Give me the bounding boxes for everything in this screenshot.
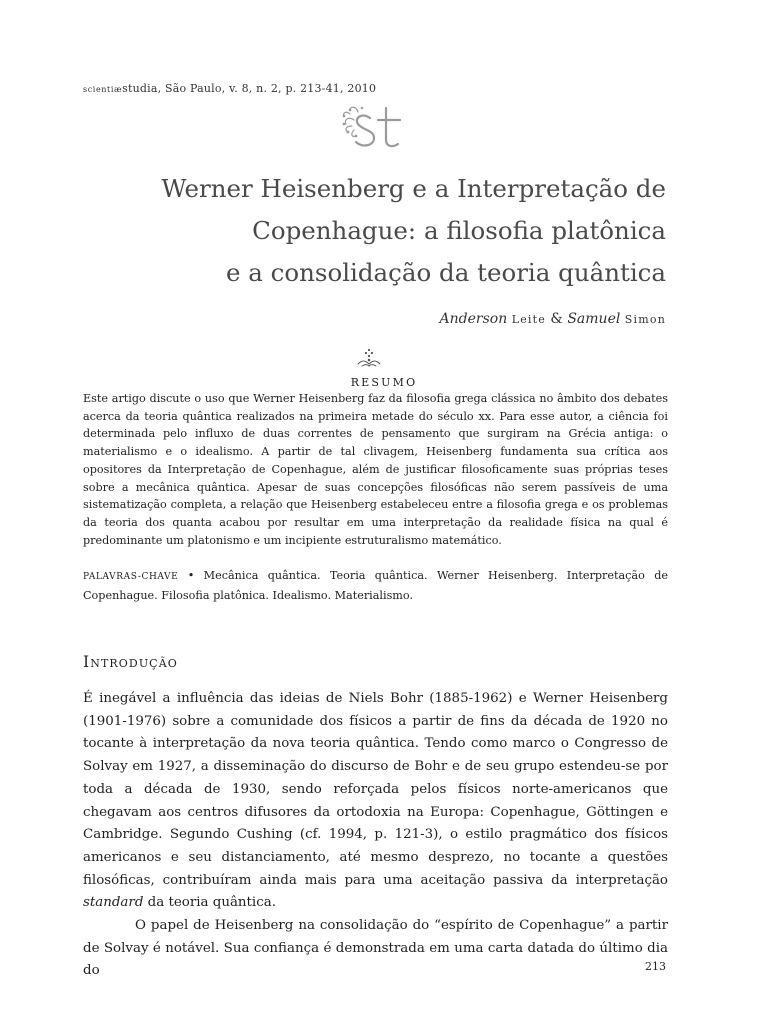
page-number: 213 [645,960,666,973]
paragraph [83,688,668,915]
keywords-text: Mecânica quântica. Teoria quântica. Werner Heisenberg. Interpretação de Copenhague. Filosofia platônica. Idealismo. Materialismo. [83,569,668,602]
author-2-last-name: Simon [624,313,666,326]
article-title [106,168,666,294]
authors [440,311,666,327]
journal-citation-text: studia, São Paulo, v. 8, n. 2, p. 213-41, 2010 [122,82,377,95]
keywords-bullet: • [187,569,195,582]
body-text [83,688,668,983]
scientiae-studia-logo [340,100,410,156]
author-separator: & [550,311,563,327]
abstract-text: Este artigo discute o uso que Werner Heisenberg faz da filosofia grega clássica no âmbito dos debates acerca da teoria quântica realizados na primeira metade do século xx. Para esse autor, a ciência foi determinada pelo influxo de duas correntes de pensamento que surgiram na Grécia antiga: o materialismo e o idealismo. A partir de tal clivagem, Heisenberg fundamenta sua crítica aos opositores da Interpretação de Copenhague, além de justificar filosoficamente suas próprias teses sobre a mecânica quântica. Apesar de suas concepções filosóficas não serem passíveis de uma sistematização completa, a relação que Heisenberg estabeleceu entre a filosofia grega e os problemas da teoria dos quanta acabou por resultar em uma interpretação da realidade física na qual é predominante um platonismo e um incipiente estruturalismo matemático. [83,392,668,547]
paragraph-1-italic: standard [83,895,144,911]
section-heading [83,653,178,671]
section-heading-rest: NTRODUÇÃO [90,657,178,670]
section-heading-initial: I [83,653,91,671]
author-1-first-name: Anderson [439,311,508,327]
paragraph-1-text: É inegável a influência das ideias de Niels Bohr (1885-1962) e Werner Heisenberg (1901-1976) sobre a comunidade dos físicos a partir de fins da década de 1920 no tocante à interpretação da nova teoria quântica. Tendo como marco o Congresso de Solvay em 1927, a disseminação do discurso de Bohr e de seu grupo estendeu-se por toda a década de 1930, sendo reforçada pelos físicos norte-americanos que chegavam aos centros difusores da ortodoxia na Europa: Copenhague, Göttingen e Cambridge. Segundo Cushing (cf. 1994, p. 121-3), o estilo pragmático dos físicos americanos e seu distanciamento, até mesmo desprezo, no tocante a questões filosóficas, contribuíram ainda mais para uma aceitação passiva da interpretação [83,691,668,888]
abstract-heading: RESUMO [350,376,418,389]
paragraph-1-end: da teoria quântica. [143,895,276,911]
title-line: e a consolidação da teoria quântica [225,258,666,287]
ornament-icon [356,346,382,370]
keywords [83,567,668,604]
title-line: Werner Heisenberg e a Interpretação de [161,174,666,203]
keywords-label: PALAVRAS-CHAVE [83,572,179,582]
journal-name: scientiæ [83,85,123,94]
author-1-last-name: Leite [511,313,546,326]
author-2-first-name: Samuel [567,311,621,327]
journal-citation [83,82,376,95]
paragraph: O papel de Heisenberg na consolidação do “espírito de Copenhague” a partir de Solvay é notável. Sua confiança é demonstrada em uma carta datada do último dia do [83,918,668,979]
title-line: Copenhague: a filosofia platônica [252,216,666,245]
